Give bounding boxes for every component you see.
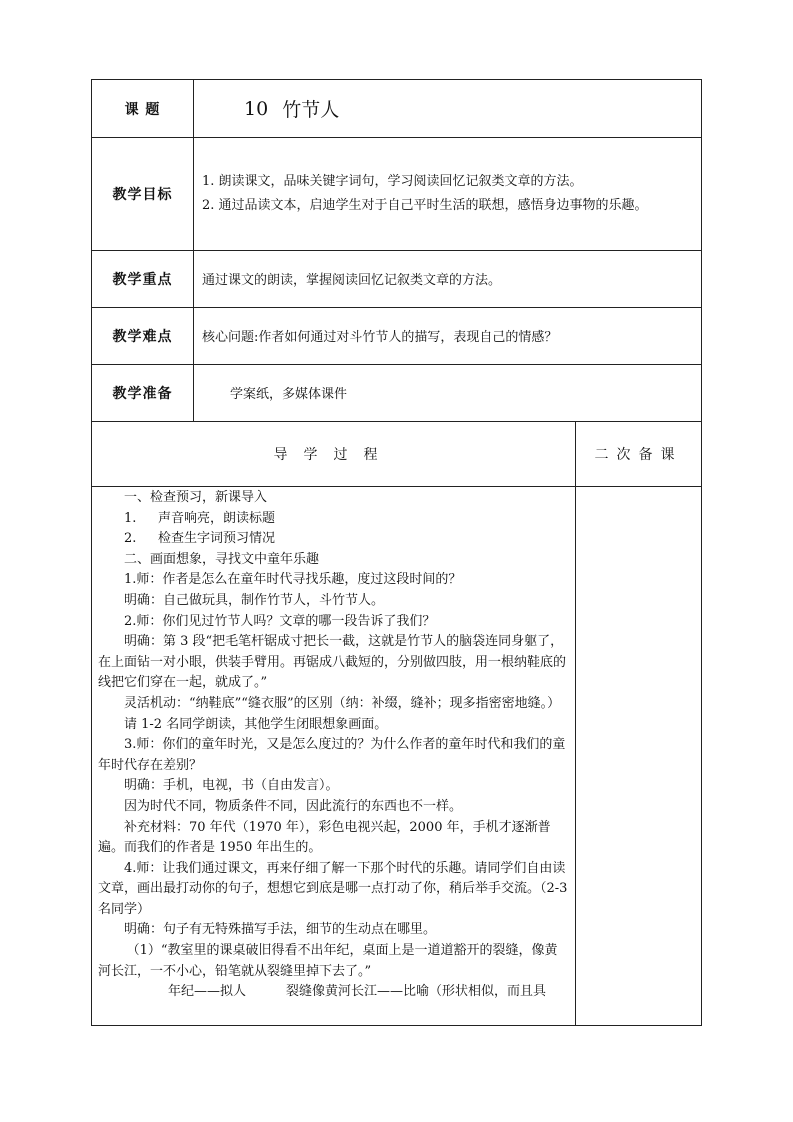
question: 2.师：你们见过竹节人吗？文章的哪一段告诉了我们？ [124, 613, 436, 629]
goal-item: 1. 朗读课文，品味关键字词句，学习阅读回忆记叙类文章的方法。 [202, 173, 583, 189]
answer: 明确：手机，电视，书（自由发言）。 [124, 778, 339, 794]
process-header: 导学过程 [273, 446, 394, 463]
list-text: 检查生字词预习情况 [158, 531, 276, 547]
question: 4.师：让我们通过课文，再来仔细了解一下那个时代的乐趣。请同学们自由读文章，画出最打动你的句子，想想它到底是哪一点打动了你，稍后举手交流。（2-3 名同学） [98, 860, 568, 917]
process-body [98, 488, 570, 1003]
difficulty-label: 教学难点 [112, 328, 173, 345]
second-prep-header: 二次备课 [594, 446, 683, 463]
answer-detail: 因为时代不同，物质条件不同，因此流行的东西也不一样。 [124, 798, 463, 814]
lesson-plan-table [91, 79, 702, 1026]
list-item [98, 529, 570, 550]
section-heading: 一、检查预习，新课导入 [124, 490, 268, 505]
goals-cell [194, 137, 701, 250]
row-divider [92, 486, 701, 487]
quote: （1）“教室里的课桌破旧得看不出年纪，桌面上是一道道豁开的裂缝，像黄河长江，一不小心，铅笔就从裂缝里掉下去了。” [98, 943, 558, 979]
list-text: 声音响亮，朗读标题 [158, 510, 276, 526]
column-divider [575, 421, 576, 1025]
lesson-title-text: 竹节人 [282, 99, 340, 121]
list-number: 2. [124, 531, 137, 547]
analysis-a: 年纪——拟人 [168, 984, 247, 1000]
note: 灵活机动：“纳鞋底”“缝衣服”的区别（纳：补缀，缝补；现多指密密地缝。） [124, 695, 561, 711]
supplement: 补充材料：70 年代（1970 年），彩色电视兴起，2000 年，手机才逐渐普遍。而我们的作者是 1950 年出生的。 [98, 819, 551, 856]
question: 3.师：你们的童年时光，又是怎么度过的？为什么作者的童年时代和我们的童年时代存在差别？ [98, 737, 566, 773]
difficulty-text: 核心问题:作者如何通过对斗竹节人的描写，表现自己的情感？ [202, 330, 558, 345]
key-point-label: 教学重点 [112, 271, 173, 288]
preparation-text: 学案纸，多媒体课件 [230, 387, 348, 402]
lesson-title [194, 80, 701, 137]
answer: 明确：句子有无特殊描写手法，细节的生动点在哪里。 [124, 922, 437, 938]
analysis-b: 裂缝像黄河长江——比喻（形状相似，而且具 [286, 984, 547, 1000]
answer: 明确：自己做玩具，制作竹节人，斗竹节人。 [124, 592, 385, 608]
title-label: 课 题 [124, 101, 161, 118]
key-point-text: 通过课文的朗读，掌握阅读回忆记叙类文章的方法。 [202, 273, 502, 288]
section-heading: 二、画面想象，寻找文中童年乐趣 [124, 551, 320, 567]
list-number: 1. [124, 510, 137, 526]
preparation-label: 教学准备 [112, 385, 173, 402]
instruction: 请 1-2 名同学朗读，其他学生闭眼想象画面。 [124, 716, 388, 732]
analysis-line [98, 982, 570, 1003]
answer: 明确：第 3 段“把毛笔杆锯成寸把长一截，这就是竹节人的脑袋连同身躯了，在上面钻一对小眼，供装手臂用。再锯成八截短的，分别做四肢，用一根纳鞋底的线把它们穿在一起，就成了。” [98, 634, 567, 691]
list-item [98, 509, 570, 530]
question: 1.师：作者是怎么在童年时代寻找乐趣，度过这段时间的？ [124, 572, 462, 588]
goals-label: 教学目标 [112, 186, 173, 203]
goal-item: 2. 通过品读文本，启迪学生对于自己平时生活的联想，感悟身边事物的乐趣。 [202, 197, 648, 213]
lesson-number: 10 [244, 97, 269, 120]
